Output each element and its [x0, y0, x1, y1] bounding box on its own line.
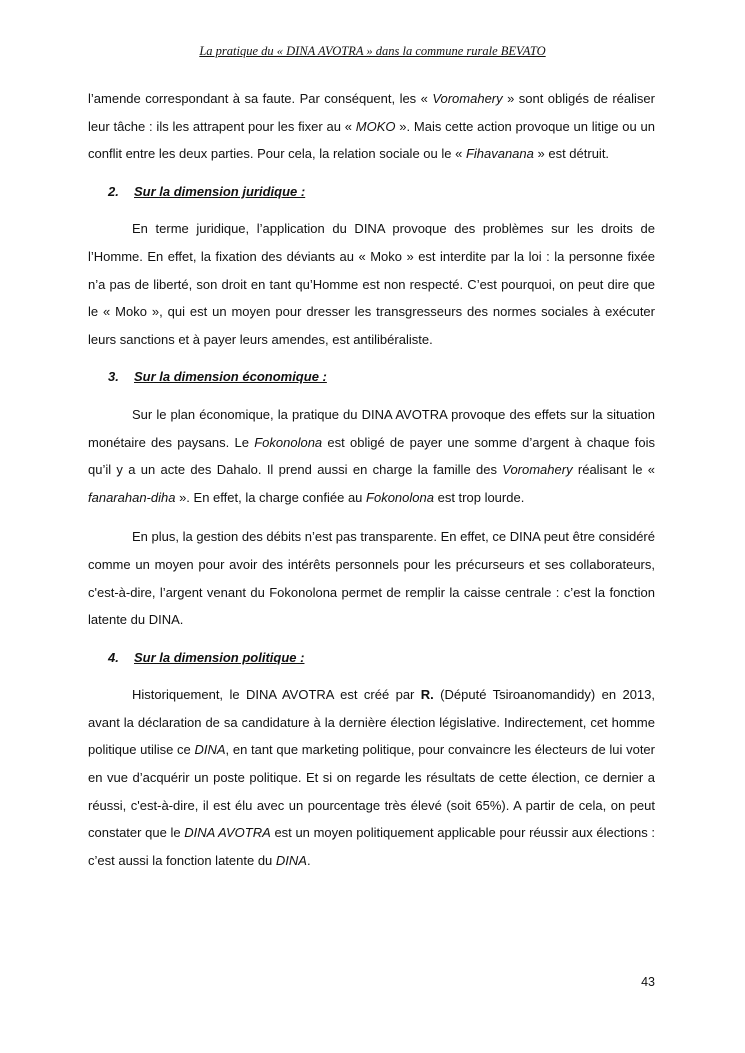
italic-term: Fokonolona — [366, 489, 434, 505]
section-heading-juridique — [108, 178, 655, 206]
paragraph-economique-1 — [88, 401, 655, 511]
bold-term: R. — [420, 687, 434, 703]
text-run: est un moyen politiquement applicable pour réussir aux élections : c’est aussi la fonction latente du — [88, 825, 655, 868]
italic-term: fanarahan-diha — [88, 489, 176, 505]
section-title: Sur la dimension juridique : — [134, 183, 306, 199]
italic-term: Fokonolona — [254, 434, 323, 450]
text-run: , en tant que marketing politique, pour convaincre les électeurs de lui voter en vue d’acquérir un poste politique. Et si on regarde les résultats de cette élection, ce dernier a réussi, c'est-à-dire, il est élu avec un pourcentage très élevé (soit 65%). A partir de cela, on peut constater que le — [88, 742, 655, 841]
paragraph-politique — [88, 681, 655, 874]
page-body — [88, 85, 655, 874]
italic-term: DINA AVOTRA — [184, 825, 271, 841]
running-header: La pratique du « DINA AVOTRA » dans la commune rurale BEVATO — [199, 44, 546, 58]
text-run: » sont obligés de réaliser leur tâche : ils les attrapent pour les fixer au « — [88, 91, 655, 134]
text-run: Historiquement, le DINA AVOTRA est créé par — [132, 687, 421, 703]
text-run: est obligé de payer une somme d’argent à chaque fois qu’il y a un acte des Dahalo. Il prend aussi en charge la famille des — [88, 434, 655, 478]
italic-term: MOKO — [355, 118, 396, 134]
text-run: réalisant le « — [572, 462, 655, 478]
text-run: » est détruit. — [533, 146, 610, 162]
text-run: (Député Tsiroanomandidy) en 2013, avant la déclaration de sa candidature à la dernière élection législative. Indirectement, cet homme politique utilise ce — [88, 687, 655, 758]
text-run: l’amende correspondant à sa faute. Par conséquent, les « — [88, 91, 433, 106]
text-run: est trop lourde. — [433, 489, 525, 505]
italic-term: DINA — [194, 742, 226, 758]
section-number: 3. — [108, 369, 119, 385]
section-title: Sur la dimension politique : — [134, 649, 305, 665]
text-run: ». Mais cette action provoque un litige ou un conflit entre les deux parties. Pour cela, la relation sociale ou le « — [88, 118, 655, 162]
section-number: 4. — [108, 649, 119, 665]
paragraph-continuation — [88, 85, 655, 168]
section-number: 2. — [108, 183, 119, 199]
section-heading-politique — [108, 644, 655, 672]
italic-term: DINA — [275, 852, 307, 868]
italic-term: Voromahery — [432, 91, 503, 106]
italic-term: Voromahery — [502, 462, 573, 478]
italic-term: Fihavanana — [465, 146, 534, 162]
text-run: ». En effet, la charge confiée au — [175, 489, 367, 505]
section-title: Sur la dimension économique : — [134, 369, 327, 385]
text-run: Sur le plan économique, la pratique du DINA AVOTRA provoque des effets sur la situation monétaire des paysans. Le — [88, 406, 655, 450]
paragraph-economique-2: En plus, la gestion des débits n’est pas transparente. En effet, ce DINA peut être considéré comme un moyen pour avoir des intérêts personnels pour les précurseurs et ses collaborateurs, c'est-à-dire, l’argent venant du Fokonolona permet de remplir la caisse centrale : c’est la fonction latente du DINA. — [88, 529, 655, 628]
section-heading-economique — [108, 363, 655, 391]
text-run: . — [306, 852, 311, 868]
page-number: 43 — [641, 975, 655, 989]
paragraph-juridique: En terme juridique, l’application du DINA provoque des problèmes sur les droits de l’Homme. En effet, la fixation des déviants au « Moko » est interdite par la loi : la personne fixée n’a pas de liberté, son droit en tant qu’Homme est non respecté. C’est pourquoi, on peut dire que le « Moko », qui est un moyen pour dresser les transgresseurs des normes sociales à exécuter leurs sanctions et à payer leurs amendes, est antilibéraliste. — [88, 221, 655, 347]
